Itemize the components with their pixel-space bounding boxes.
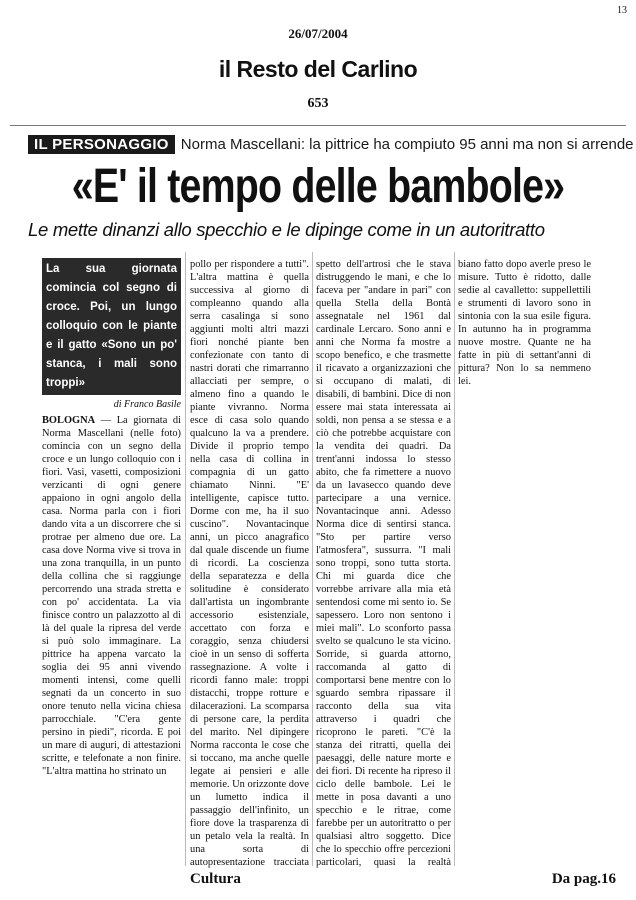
- headline: «E' il tempo delle bambole»: [71, 160, 565, 213]
- section-label: Cultura: [190, 871, 241, 887]
- body-text: biano fatto dopo averle preso le misure. Tutto è ridotto, dalle sedie al cavalletto: suppellettili e strumenti di lavoro sono in sintonia con la sua esile figura. In autunno ha in programma nuove mostre. Quante ne ha fatte in più di settant'anni di pittura? Non lo sa nemmeno lei.: [458, 259, 591, 387]
- body-text: spetto dell'artrosi che le stava distruggendo le mani, e che lo faceva per "andare in pari" con quella Stella della Bontà assegnatale nel 1961 dal cardinale Lercaro. Sono anni e anni che Norma fa mostre a scopo benefico, e che trasmette il ricavato a organizzazioni che si occupano di malati, di disabili, di bambini. Dice di non essere mai stata interessata ai soldi, non pensa a se stessa e a ciò che potrebbe acquistare con la vendita dei quadri. Da trent'anni indossa lo stesso abito, che fa rimettere a nuovo da un lavasecco quando deve partecipare a una vernice. Novantacinque anni. Adesso Norma dice di sentirsi stanca. "Sto per partire verso l'atmosfera", sussurra. "I mali sono troppi, sono tutta storta. Chi mi guarda dice che vorrebbe arrivare alla mia età sentendosi come mi sento io. Se sapessero. Loro non sentono i miei mali". Lo sconforto passa svelto se qualcuno le sta vicino. Sorride, si guarda attorno, raccomanda al gatto di comportarsi bene mentre con lo sguardo sembra ripassare il racconto della sua vita attraverso i quadri che ricoprono le pareti. "C'è la stanza dei ritratti, quella dei paesaggi, delle nature morte e dei fiori. Di recente ha ripreso il ciclo delle bambole. Lei le mette in posa davanti a uno specchio e le ritrae, come farebbe per un autoritratto o per qualsiasi altro soggetto. Dice che lo specchio offre percezioni particolari, quasi la realtà: [316, 259, 451, 868]
- kicker-row: [28, 136, 634, 158]
- continued-from-label: Da pag.16: [551, 871, 616, 887]
- article-column-2: [190, 258, 309, 868]
- kicker-label: IL PERSONAGGIO: [28, 135, 175, 154]
- column-divider: [312, 252, 313, 866]
- kicker-subtitle: Norma Mascellani: la pittrice ha compiuto 95 anni ma non si arrende: [180, 136, 634, 153]
- article-column-1: [42, 258, 181, 868]
- byline: di Franco Basile: [113, 399, 181, 410]
- header-divider: [10, 125, 626, 126]
- body-text: — La giornata di Norma Mascellani (nelle foto) comincia con un segno della croce e un lungo colloquio con i fiori. Vasi, vasetti, composizioni verzicanti di ogni genere appaiono in ogni angolo della casa. Norma parla con i fiori dando vita a un discorrere che si protrae per almeno due ore. La casa dove Norma vive si trova in una zona tranquilla, in un punto della collina che si raggiunge percorrendo una strada stretta e con po' accidentata. La via finisce contro un palazzotto al di là del quale la ripresa del verde si può solo immaginare. La pittrice ha appena varcato la soglia dei 95 anni vivendo momenti intensi, come quelli segnati da un concerto in suo onore tenuto nella vicina chiesa parrocchiale. "C'era gente persino in piedi", ricorda. E poi un mare di auguri, di attestazioni scritte, e telefonate a non finire. "L'altra mattina ho strinato un: [42, 415, 181, 777]
- newspaper-masthead: il Resto del Carlino: [218, 56, 418, 82]
- subheadline: Le mette dinanzi allo specchio e le dipinge come in un autoritratto: [28, 219, 545, 240]
- dateline: BOLOGNA: [42, 415, 96, 426]
- page-number: 13: [617, 5, 627, 16]
- article-summary: La sua giornata comincia col segno di croce. Poi, un lungo colloquio con le piante e il gatto «Sono un po' stanca, i mali sono troppi»: [42, 258, 181, 395]
- issue-number: 653: [307, 96, 329, 111]
- publication-date: 26/07/2004: [288, 26, 348, 41]
- article-column-4: [458, 258, 591, 388]
- column-divider: [185, 252, 186, 866]
- article-column-3: [316, 258, 451, 868]
- body-text: pollo per rispondere a tutti". L'altra mattina è quella successiva al giorno di compleanno quando alla serra casalinga si sono aggiunti molti altri mazzi fiori nonché piante ben confezionate con tanto di nastri dorati che rimarranno allacciati per sempre, o almeno fino a quando le piante vivranno. Norma esce di casa solo quando qualcuno la va a prendere. Divide il proprio tempo nella casa di collina in compagnia di un gatto chiamato Ninni. "E' intelligente, capisce tutto. Dorme con me, ha il suo cuscino". Novantacinque anni, un picco anagrafico dal quale discende un fiume di ricordi. La coscienza della separatezza e della solitudine è considerato dall'artista un ingombrante accessorio esistenziale, accettato con forza e coraggio, senza chiudersi cioè in un senso di sofferta rassegnazione. A volte i ricordi fanno male: troppi distacchi, troppe rotture e dilacerazioni. La scomparsa di persone care, la perdita del marito. Nel dipingere Norma racconta le cose che si toccano, ma anche quelle legate ai pensieri e alle memorie. Un orizzonte dove un lumetto indica il passaggio dell'infinito, un fiore dove la trasparenza di un petalo vela la realtà. In una sorta di autopresentazione tracciata: [190, 259, 309, 868]
- column-divider: [454, 252, 455, 866]
